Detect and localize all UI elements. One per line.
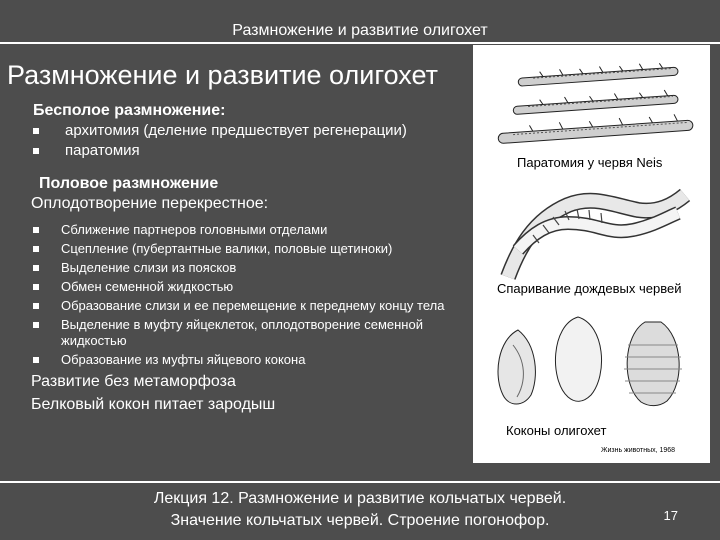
list-item: Обмен семенной жидкостью: [33, 279, 483, 295]
content-text: [33, 101, 483, 415]
asexual-heading: Бесполое размножение:: [33, 102, 226, 119]
list-item: паратомия: [33, 141, 483, 161]
list-item: Образование слизи и ее перемещение к переднему концу тела: [33, 298, 453, 314]
sexual-heading: Половое размножение: [39, 175, 219, 192]
slide-header: [0, 0, 720, 44]
list-item: архитомия (деление предшествует регенерации): [33, 121, 483, 141]
header-divider: [0, 42, 720, 44]
illustration-panel: [473, 45, 710, 463]
bullet-icon: [33, 128, 39, 134]
cocoons-caption: Коконы олигохет: [506, 423, 607, 438]
footer-text: [110, 488, 610, 532]
list-item: Выделение в муфту яйцеклеток, оплодотворение семенной жидкостью: [33, 317, 453, 349]
bullet-icon: [33, 322, 39, 328]
paratomy-caption: Паратомия у червя Neis: [517, 155, 663, 170]
page-number: 17: [663, 508, 678, 523]
bullet-icon: [33, 148, 39, 154]
cocoons-illustration: [498, 317, 682, 406]
sexual-subheading: Оплодотворение перекрестное:: [31, 195, 269, 212]
mating-worms-illustration: [508, 195, 685, 277]
slide-title: Размножение и развитие олигохет: [7, 60, 438, 90]
mating-caption: Спаривание дождевых червей: [497, 281, 682, 296]
development-line-2: Белковый кокон питает зародыш: [31, 396, 276, 413]
paratomy-worm-illustration: [497, 61, 693, 144]
bullet-icon: [33, 246, 39, 252]
list-item: Сближение партнеров головными отделами: [33, 222, 483, 238]
list-item: Выделение слизи из поясков: [33, 260, 483, 276]
bullet-icon: [33, 265, 39, 271]
list-item: Сцепление (пубертантные валики, половые щетиноки): [33, 241, 483, 257]
header-title: Размножение и развитие олигохет: [232, 22, 488, 39]
list-item: Образование из муфты яйцевого кокона: [33, 352, 483, 368]
bullet-icon: [33, 357, 39, 363]
worm-illustrations: [473, 45, 710, 463]
development-line-1: Развитие без метаморфоза: [31, 373, 236, 390]
bullet-icon: [33, 227, 39, 233]
footer-divider: [0, 481, 720, 483]
footer-line-1: Лекция 12. Размножение и развитие кольчатых червей.: [153, 490, 567, 507]
footer-line-2: Значение кольчатых червей. Строение погонофор.: [170, 512, 550, 529]
bullet-icon: [33, 284, 39, 290]
image-credit: Жизнь животных, 1968: [601, 447, 676, 454]
bullet-icon: [33, 303, 39, 309]
